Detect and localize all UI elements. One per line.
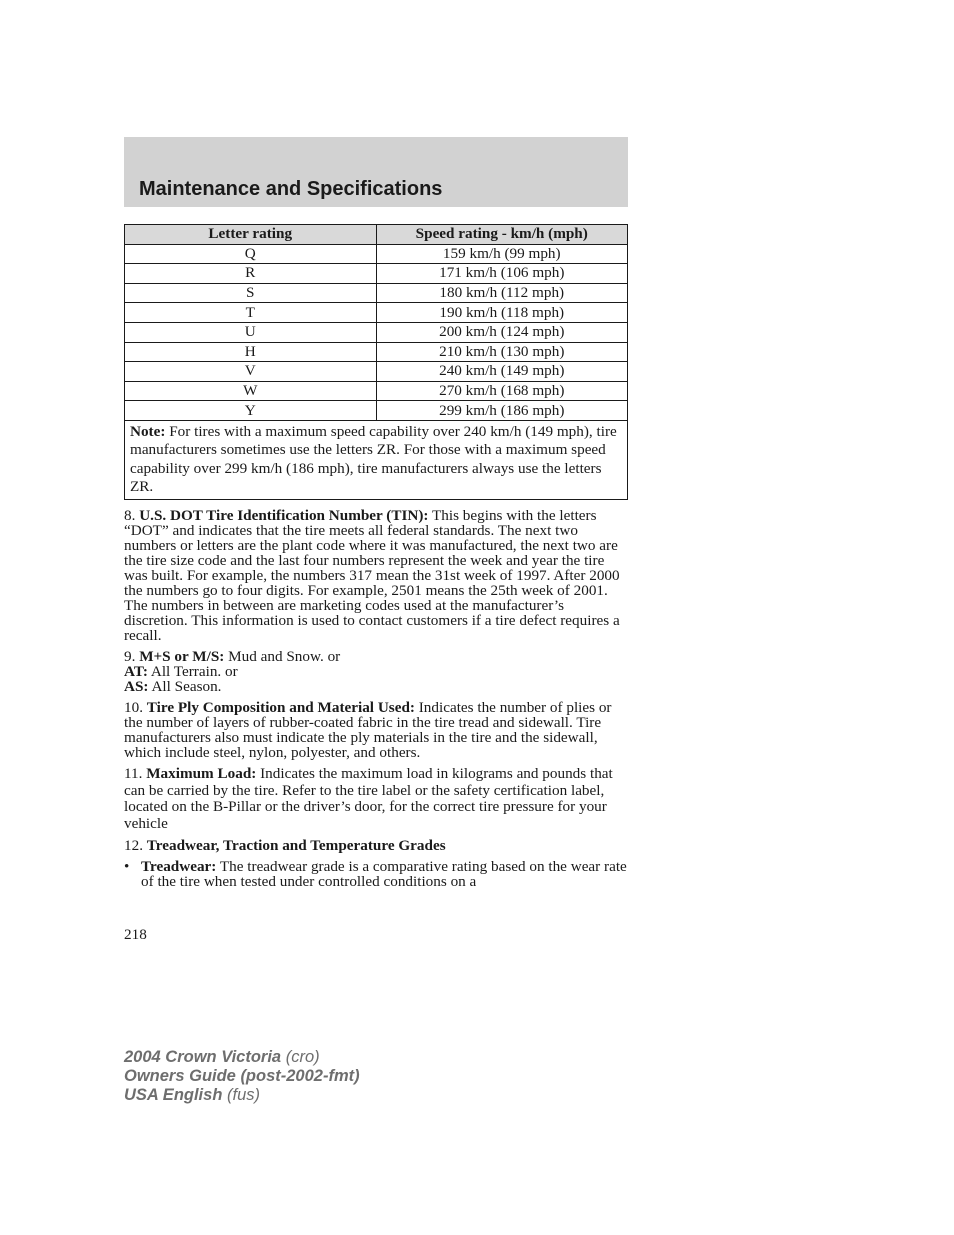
footer-line-2 bbox=[124, 1067, 360, 1086]
speed-cell: 270 km/h (168 mph) bbox=[376, 381, 628, 401]
note-text: For tires with a maximum speed capability over 240 km/h (149 mph), tire manufacturers sometimes use the letters ZR. For those with a maximum speed capability over 299 km/h (186 mph), tire manufacturers always use the letters ZR. bbox=[130, 422, 617, 496]
item-label: Tire Ply Composition and Material Used: bbox=[146, 699, 415, 716]
as-label: AS: bbox=[124, 678, 149, 695]
table-row bbox=[125, 264, 628, 284]
letter-cell: T bbox=[125, 303, 377, 323]
item-text: This begins with the letters “DOT” and indicates that the tire meets all federal standards. The next two numbers or letters are the plant code where it was manufactured, the next two are the tire size code and the last four numbers represent the week and year the tire was built. For example, the numbers 317 mean the 31st week of 1997. After 2000 the numbers go to four digits. For example, 2501 means the 25th week of 2001. The numbers in between are marketing codes used at the manufacturer’s discretion. This information is used to contact customers if a tire defect requires a recall. bbox=[124, 507, 620, 644]
bullet-content bbox=[141, 859, 630, 889]
footer-language: USA English bbox=[124, 1086, 223, 1104]
letter-cell: U bbox=[125, 322, 377, 342]
item-8 bbox=[124, 508, 630, 643]
letter-cell: Q bbox=[125, 244, 377, 264]
section-header bbox=[124, 137, 628, 207]
item-number: 11. bbox=[124, 765, 147, 782]
speed-cell: 299 km/h (186 mph) bbox=[376, 401, 628, 421]
letter-cell: W bbox=[125, 381, 377, 401]
ms-text: Mud and Snow. or bbox=[224, 648, 341, 665]
table-row bbox=[125, 342, 628, 362]
at-text: All Terrain. or bbox=[147, 663, 238, 680]
letter-cell: S bbox=[125, 283, 377, 303]
item-9 bbox=[124, 649, 630, 694]
table-row bbox=[125, 283, 628, 303]
table-row bbox=[125, 244, 628, 264]
item-text: Indicates the maximum load in kilograms and pounds that can be carried by the tire. Refer to the tire label or the safety certification label, located on the B-Pillar or the driver’s door, for the correct tire pressure for your vehicle bbox=[124, 765, 613, 832]
page-number: 218 bbox=[124, 926, 147, 943]
footer-model-code: (cro) bbox=[281, 1048, 320, 1066]
table-row bbox=[125, 303, 628, 323]
speed-rating-table bbox=[124, 224, 628, 500]
document-footer bbox=[124, 1048, 360, 1105]
item-label: Treadwear, Traction and Temperature Grades bbox=[146, 837, 446, 854]
at-label: AT: bbox=[124, 663, 148, 680]
speed-cell: 210 km/h (130 mph) bbox=[376, 342, 628, 362]
item-number: 9. bbox=[124, 648, 140, 665]
item-text: Indicates the number of plies or the number of layers of rubber-coated fabric in the tire tread and sidewall. Tire manufacturers also must indicate the ply materials in the tire and the sidewall, which include steel, nylon, polyester, and others. bbox=[124, 699, 612, 761]
speed-cell: 171 km/h (106 mph) bbox=[376, 264, 628, 284]
item-label: Maximum Load: bbox=[146, 765, 257, 782]
footer-line-3 bbox=[124, 1086, 360, 1105]
letter-cell: R bbox=[125, 264, 377, 284]
item-number: 10. bbox=[124, 699, 147, 716]
page-title: Maintenance and Specifications bbox=[139, 178, 443, 200]
bullet-text: The treadwear grade is a comparative rating based on the wear rate of the tire when tested under controlled conditions on a bbox=[141, 858, 627, 890]
speed-cell: 159 km/h (99 mph) bbox=[376, 244, 628, 264]
item-10 bbox=[124, 700, 630, 760]
speed-cell: 200 km/h (124 mph) bbox=[376, 322, 628, 342]
letter-cell: Y bbox=[125, 401, 377, 421]
item-number: 8. bbox=[124, 507, 140, 524]
bullet-label: Treadwear: bbox=[141, 858, 217, 875]
speed-cell: 180 km/h (112 mph) bbox=[376, 283, 628, 303]
table-row bbox=[125, 322, 628, 342]
as-text: All Season. bbox=[148, 678, 222, 695]
letter-cell: V bbox=[125, 362, 377, 382]
ms-label: M+S or M/S: bbox=[139, 648, 225, 665]
table-note-row bbox=[125, 420, 628, 499]
table-row bbox=[125, 401, 628, 421]
footer-guide: Owners Guide (post-2002-fmt) bbox=[124, 1067, 360, 1085]
item-11 bbox=[124, 766, 630, 832]
bullet-icon: • bbox=[124, 858, 130, 875]
item-label: U.S. DOT Tire Identification Number (TIN): bbox=[139, 507, 429, 524]
column-header-letter: Letter rating bbox=[125, 225, 377, 245]
speed-cell: 190 km/h (118 mph) bbox=[376, 303, 628, 323]
footer-model: 2004 Crown Victoria bbox=[124, 1048, 282, 1066]
table-note bbox=[125, 420, 628, 499]
table-row bbox=[125, 381, 628, 401]
item-number: 12. bbox=[124, 837, 147, 854]
speed-cell: 240 km/h (149 mph) bbox=[376, 362, 628, 382]
item-12 bbox=[124, 838, 630, 853]
letter-cell: H bbox=[125, 342, 377, 362]
footer-line-1 bbox=[124, 1048, 360, 1067]
footer-language-code: (fus) bbox=[222, 1086, 260, 1104]
body-text bbox=[124, 508, 630, 889]
note-label: Note: bbox=[130, 422, 166, 440]
table-header-row bbox=[125, 225, 628, 245]
table-row bbox=[125, 362, 628, 382]
column-header-speed: Speed rating - km/h (mph) bbox=[376, 225, 628, 245]
bullet-treadwear bbox=[124, 859, 630, 889]
